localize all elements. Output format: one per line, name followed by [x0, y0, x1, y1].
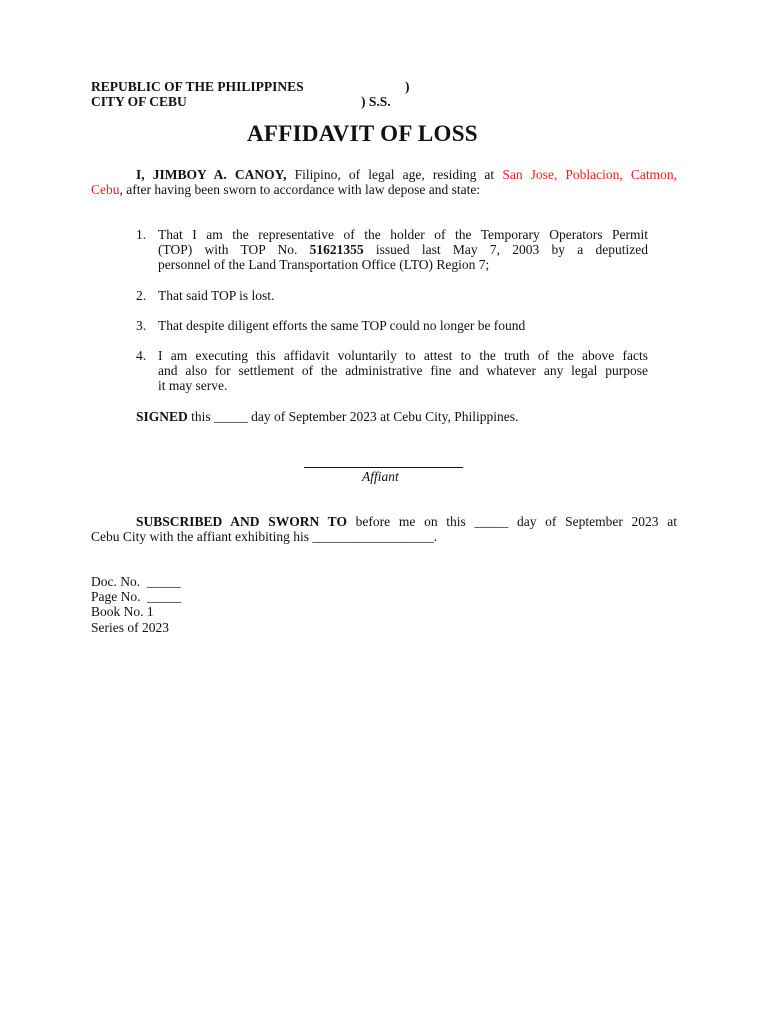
affiant-signature-line	[304, 467, 463, 468]
item-1-line3: personnel of the Land Transportation Office (LTO) Region 7;	[158, 257, 490, 272]
header-city: CITY OF CEBU	[91, 94, 187, 109]
item-1-number: 1.	[136, 227, 147, 242]
intro-text2: , after having been sworn to accordance with law depose and state:	[119, 182, 481, 197]
item-4-line1: I am executing this affidavit voluntarily to attest to the truth of the above facts	[158, 348, 648, 363]
affiant-name: JIMBOY A. CANOY,	[152, 167, 287, 182]
series: Series of 2023	[91, 620, 169, 635]
signed-text: this _____ day of September 2023 at Cebu City, Philippines.	[191, 409, 519, 424]
item-2-line1: That said TOP is lost.	[158, 288, 275, 303]
item-1-line2	[158, 242, 648, 257]
item-1-line1: That I am the representative of the holder of the Temporary Operators Permit	[158, 227, 648, 242]
top-number: 51621355	[309, 242, 364, 257]
sworn-label: SUBSCRIBED AND SWORN TO	[136, 514, 347, 529]
document-title: AFFIDAVIT OF LOSS	[247, 121, 478, 146]
intro-text1: Filipino, of legal age, residing at	[294, 167, 495, 182]
item-2-number: 2.	[136, 288, 147, 303]
item-3-line1: That despite diligent efforts the same TOP could no longer be found	[158, 318, 526, 333]
sworn-line2: Cebu City with the affiant exhibiting his __________________.	[91, 529, 438, 544]
affiant-label: Affiant	[362, 469, 399, 484]
header-paren: )	[405, 79, 410, 94]
page-number: Page No. _____	[91, 589, 181, 604]
intro-line2	[91, 182, 480, 197]
item-1-line2-post: issued last May 7, 2003 by a deputized	[375, 242, 648, 257]
intro-i: I,	[136, 167, 145, 182]
address-part2: Cebu	[91, 182, 120, 197]
sworn-line1	[136, 514, 677, 529]
item-1-line2-pre: (TOP) with TOP No.	[158, 242, 298, 257]
address-part1: San Jose, Poblacion, Catmon,	[502, 167, 678, 182]
item-4-line2: and also for settlement of the administrative fine and whatever any legal purpose	[158, 363, 648, 378]
signed-line	[136, 409, 518, 424]
header-republic: REPUBLIC OF THE PHILIPPINES	[91, 79, 304, 94]
item-4-number: 4.	[136, 348, 147, 363]
signed-label: SIGNED	[136, 409, 188, 424]
header-ss: ) S.S.	[361, 94, 391, 109]
sworn-text1: before me on this _____ day of September 2023 at	[355, 514, 678, 529]
item-3-number: 3.	[136, 318, 147, 333]
doc-number: Doc. No. _____	[91, 574, 181, 589]
item-4-line3: it may serve.	[158, 378, 228, 393]
intro-line1	[136, 167, 677, 182]
book-number: Book No. 1	[91, 604, 154, 619]
